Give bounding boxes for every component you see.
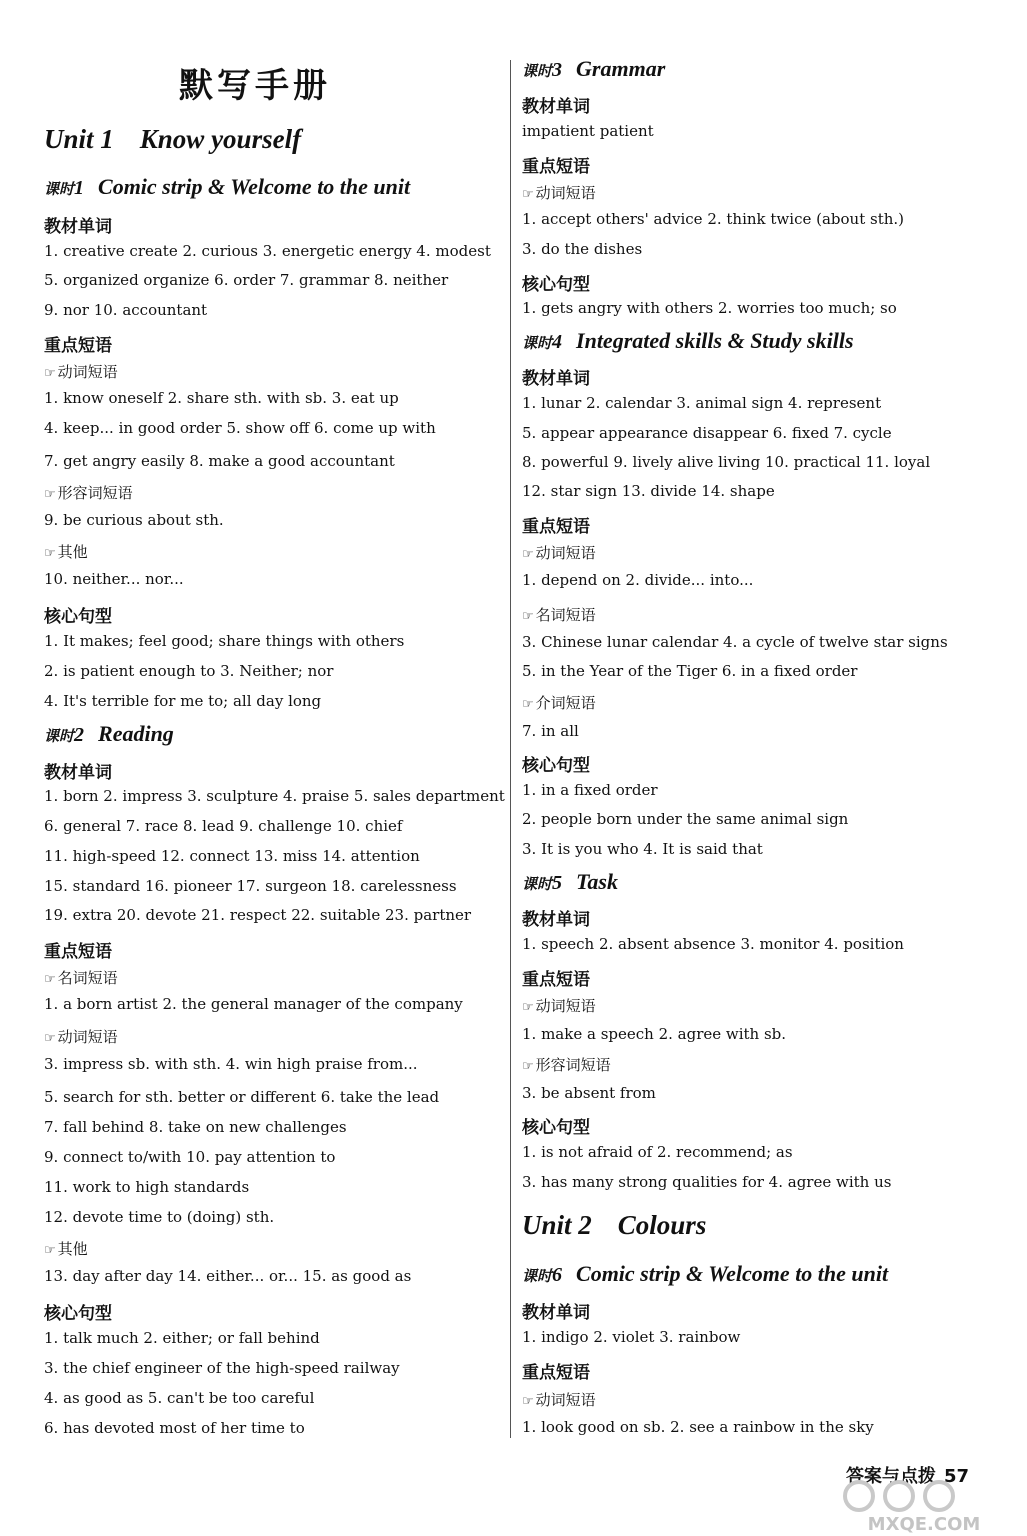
pointing-hand-icon: ☞ bbox=[522, 547, 534, 562]
lesson-keyword: 课时 bbox=[522, 62, 553, 80]
lesson-number: 4 bbox=[552, 331, 563, 353]
pointing-hand-icon: ☞ bbox=[44, 546, 56, 561]
pointing-hand-icon: ☞ bbox=[522, 1394, 534, 1409]
subsection-label: ☞ 动词短语 bbox=[522, 544, 596, 562]
page-number: 57 bbox=[943, 1466, 969, 1487]
subsection-label: ☞ 动词短语 bbox=[522, 997, 596, 1015]
text-line: 1. accept others' advice 2. think twice (about sth.) bbox=[522, 210, 905, 228]
lesson-title: Comic strip & Welcome to the unit bbox=[98, 174, 411, 199]
section-heading: 核心句型 bbox=[522, 275, 590, 295]
text-line: 1. make a speech 2. agree with sb. bbox=[522, 1025, 787, 1043]
unit-number: Unit 2 bbox=[522, 1210, 592, 1240]
section-heading: 重点短语 bbox=[522, 970, 590, 990]
text-line: 1. talk much 2. either; or fall behind bbox=[44, 1329, 320, 1347]
text-line: impatient patient bbox=[522, 122, 654, 140]
text-line: 3. impress sb. with sth. 4. win high praise from... bbox=[44, 1055, 418, 1073]
lesson-6-heading bbox=[522, 1261, 888, 1287]
text-line: 1. depend on 2. divide... into... bbox=[522, 571, 754, 589]
pointing-hand-icon: ☞ bbox=[522, 609, 534, 624]
text-line: 3. Chinese lunar calendar 4. a cycle of twelve star signs bbox=[522, 633, 948, 651]
lesson-title: Integrated skills & Study skills bbox=[576, 328, 854, 353]
lesson-title: Comic strip & Welcome to the unit bbox=[576, 1261, 889, 1286]
text-line: 12. star sign 13. divide 14. shape bbox=[522, 482, 775, 500]
text-line: 3. do the dishes bbox=[522, 240, 643, 258]
text-line: 6. general 7. race 8. lead 9. challenge 10. chief bbox=[44, 817, 403, 835]
text-line: 1. It makes; feel good; share things with others bbox=[44, 632, 405, 650]
pointing-hand-icon: ☞ bbox=[522, 1000, 534, 1015]
unit-1-heading bbox=[44, 124, 301, 155]
text-line: 9. connect to/with 10. pay attention to bbox=[44, 1148, 336, 1166]
section-heading: 重点短语 bbox=[522, 517, 590, 537]
text-line: 5. search for sth. better or different 6. take the lead bbox=[44, 1088, 440, 1106]
subsection-label: ☞ 形容词短语 bbox=[522, 1056, 611, 1074]
pointing-hand-icon: ☞ bbox=[44, 1031, 56, 1046]
section-heading: 核心句型 bbox=[44, 607, 112, 627]
text-line: 5. appear appearance disappear 6. fixed 7. cycle bbox=[522, 424, 892, 442]
page-title: 默写手册 bbox=[179, 66, 331, 106]
text-line: 1. speech 2. absent absence 3. monitor 4. position bbox=[522, 935, 904, 953]
lesson-keyword: 课时 bbox=[44, 727, 75, 745]
text-line: 2. is patient enough to 3. Neither; nor bbox=[44, 662, 334, 680]
pointing-hand-icon: ☞ bbox=[522, 697, 534, 712]
lesson-keyword: 课时 bbox=[522, 875, 553, 893]
section-heading: 重点短语 bbox=[44, 336, 112, 356]
text-line: 1. creative create 2. curious 3. energetic energy 4. modest bbox=[44, 242, 491, 260]
pointing-hand-icon: ☞ bbox=[522, 1059, 534, 1074]
text-line: 5. in the Year of the Tiger 6. in a fixed order bbox=[522, 662, 858, 680]
lesson-number: 6 bbox=[552, 1264, 563, 1286]
text-line: 13. day after day 14. either... or... 15. as good as bbox=[44, 1267, 412, 1285]
text-line: 15. standard 16. pioneer 17. surgeon 18. carelessness bbox=[44, 877, 457, 895]
text-line: 3. has many strong qualities for 4. agree with us bbox=[522, 1173, 892, 1191]
section-heading: 核心句型 bbox=[44, 1304, 112, 1324]
section-heading: 重点短语 bbox=[44, 942, 112, 962]
lesson-2-heading bbox=[44, 721, 174, 747]
text-line: 1. know oneself 2. share sth. with sb. 3. eat up bbox=[44, 389, 399, 407]
section-heading: 教材单词 bbox=[44, 217, 112, 237]
subsection-label: ☞ 动词短语 bbox=[44, 363, 118, 381]
text-line: 19. extra 20. devote 21. respect 22. suitable 23. partner bbox=[44, 906, 472, 924]
text-line: 7. fall behind 8. take on new challenges bbox=[44, 1118, 347, 1136]
text-line: 7. in all bbox=[522, 722, 579, 740]
unit-name: Colours bbox=[617, 1210, 707, 1240]
text-line: 6. has devoted most of her time to bbox=[44, 1419, 305, 1437]
text-line: 3. It is you who 4. It is said that bbox=[522, 840, 763, 858]
text-line: 9. be curious about sth. bbox=[44, 511, 224, 529]
section-heading: 教材单词 bbox=[522, 97, 590, 117]
text-line: 1. lunar 2. calendar 3. animal sign 4. represent bbox=[522, 394, 882, 412]
text-line: 10. neither... nor... bbox=[44, 570, 184, 588]
subsection-label: ☞ 名词短语 bbox=[522, 606, 596, 624]
pointing-hand-icon: ☞ bbox=[522, 187, 534, 202]
lesson-3-heading bbox=[522, 56, 665, 82]
footer-label: 答案与点拨 bbox=[845, 1466, 936, 1487]
lesson-5-heading bbox=[522, 869, 618, 895]
text-line: 11. high-speed 12. connect 13. miss 14. attention bbox=[44, 847, 420, 865]
subsection-label: ☞ 形容词短语 bbox=[44, 484, 133, 502]
text-line: 12. devote time to (doing) sth. bbox=[44, 1208, 275, 1226]
text-line: 1. in a fixed order bbox=[522, 781, 658, 799]
lesson-1-heading bbox=[44, 174, 410, 200]
text-line: 1. indigo 2. violet 3. rainbow bbox=[522, 1328, 741, 1346]
text-line: 5. organized organize 6. order 7. grammar 8. neither bbox=[44, 271, 449, 289]
lesson-keyword: 课时 bbox=[44, 180, 75, 198]
text-line: 1. gets angry with others 2. worries too much; so bbox=[522, 299, 897, 317]
text-line: 8. powerful 9. lively alive living 10. practical 11. loyal bbox=[522, 453, 931, 471]
section-heading: 教材单词 bbox=[522, 1303, 590, 1323]
section-heading: 教材单词 bbox=[522, 369, 590, 389]
section-heading: 核心句型 bbox=[522, 1118, 590, 1138]
pointing-hand-icon: ☞ bbox=[44, 972, 56, 987]
unit-number: Unit 1 bbox=[44, 124, 114, 154]
subsection-label: ☞ 介词短语 bbox=[522, 694, 596, 712]
text-line: 1. is not afraid of 2. recommend; as bbox=[522, 1143, 793, 1161]
text-line: 3. be absent from bbox=[522, 1084, 656, 1102]
text-line: 11. work to high standards bbox=[44, 1178, 250, 1196]
text-line: 7. get angry easily 8. make a good accountant bbox=[44, 452, 395, 470]
subsection-label: ☞ 动词短语 bbox=[44, 1028, 118, 1046]
lesson-keyword: 课时 bbox=[522, 334, 553, 352]
text-line: 1. born 2. impress 3. sculpture 4. praise 5. sales department bbox=[44, 787, 505, 805]
pointing-hand-icon: ☞ bbox=[44, 487, 56, 502]
subsection-label: ☞ 动词短语 bbox=[522, 1391, 596, 1409]
pointing-hand-icon: ☞ bbox=[44, 1243, 56, 1258]
section-heading: 教材单词 bbox=[522, 910, 590, 930]
text-line: 3. the chief engineer of the high-speed railway bbox=[44, 1359, 400, 1377]
subsection-label: ☞ 动词短语 bbox=[522, 184, 596, 202]
section-heading: 重点短语 bbox=[522, 1363, 590, 1383]
pointing-hand-icon: ☞ bbox=[44, 366, 56, 381]
lesson-title: Grammar bbox=[576, 56, 666, 81]
subsection-label: ☞ 其他 bbox=[44, 1240, 88, 1258]
text-line: 2. people born under the same animal sign bbox=[522, 810, 849, 828]
subsection-label: ☞ 名词短语 bbox=[44, 969, 118, 987]
unit-name: Know yourself bbox=[139, 124, 302, 154]
section-heading: 重点短语 bbox=[522, 157, 590, 177]
lesson-title: Task bbox=[576, 869, 618, 894]
watermark-text: MXQE.COM bbox=[867, 1514, 981, 1534]
column-divider bbox=[510, 60, 511, 1438]
subsection-label: ☞ 其他 bbox=[44, 543, 88, 561]
section-heading: 核心句型 bbox=[522, 756, 590, 776]
text-line: 1. a born artist 2. the general manager of the company bbox=[44, 995, 463, 1013]
unit-2-heading bbox=[522, 1210, 706, 1241]
watermark-logo bbox=[829, 1478, 1019, 1534]
lesson-number: 1 bbox=[74, 177, 85, 199]
lesson-number: 3 bbox=[552, 59, 563, 81]
text-line: 1. look good on sb. 2. see a rainbow in the sky bbox=[522, 1418, 874, 1436]
text-line: 4. It's terrible for me to; all day long bbox=[44, 692, 322, 710]
lesson-4-heading bbox=[522, 328, 854, 354]
lesson-number: 2 bbox=[74, 724, 85, 746]
text-line: 4. as good as 5. can't be too careful bbox=[44, 1389, 315, 1407]
text-line: 9. nor 10. accountant bbox=[44, 301, 208, 319]
lesson-title: Reading bbox=[98, 721, 174, 746]
text-line: 4. keep... in good order 5. show off 6. come up with bbox=[44, 419, 436, 437]
lesson-number: 5 bbox=[552, 872, 563, 894]
lesson-keyword: 课时 bbox=[522, 1267, 553, 1285]
section-heading: 教材单词 bbox=[44, 763, 112, 783]
